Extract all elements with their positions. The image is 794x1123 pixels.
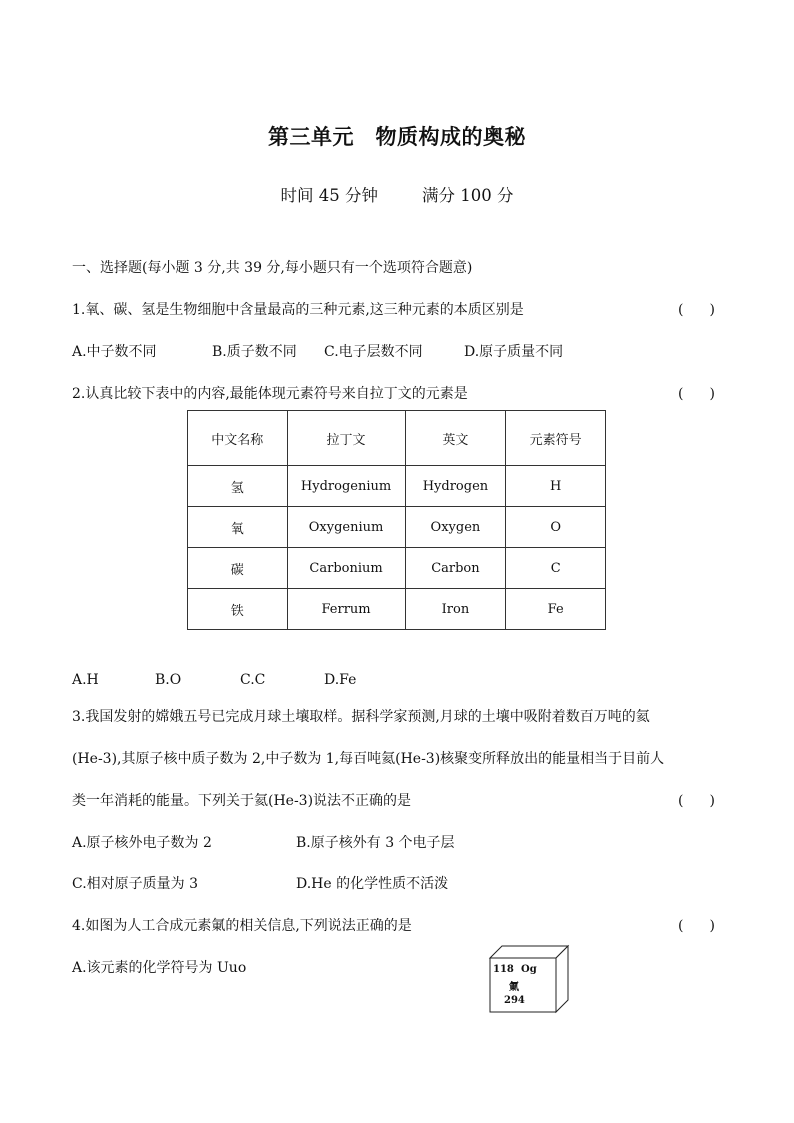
table-header-row: [188, 411, 606, 466]
table-row: [188, 466, 606, 507]
table-cell: Hydrogenium: [287, 466, 405, 507]
element-table: [187, 410, 606, 630]
question-4-stem: 4.如图为人工合成元素氭的相关信息,下列说法正确的是: [72, 918, 412, 934]
q3-option-b[interactable]: B.原子核外有 3 个电子层: [296, 835, 455, 851]
q2-option-d[interactable]: D.Fe: [324, 672, 357, 688]
table-cell: Carbonium: [287, 548, 405, 589]
element-name: 氭: [509, 982, 519, 993]
table-cell: Fe: [506, 589, 606, 630]
table-cell: Hydrogen: [405, 466, 506, 507]
q3-option-a[interactable]: A.原子核外电子数为 2: [72, 835, 212, 851]
table-cell: 碳: [188, 548, 288, 589]
q1-option-d[interactable]: D.原子质量不同: [464, 344, 564, 360]
question-3-line-2: (He-3),其原子核中质子数为 2,中子数为 1,每百吨氦(He-3)核聚变所释放出的能量相当于目前人: [72, 751, 665, 767]
page-title: 第三单元 物质构成的奥秘: [268, 125, 526, 149]
question-3-line-3: 类一年消耗的能量。下列关于氦(He-3)说法不正确的是: [72, 793, 412, 809]
q2-option-a[interactable]: A.H: [72, 672, 99, 688]
q1-option-b[interactable]: B.质子数不同: [212, 344, 297, 360]
table-header-cell: 中文名称: [188, 411, 288, 466]
table-cell: 铁: [188, 589, 288, 630]
answer-blank-4[interactable]: ( ): [678, 918, 715, 934]
cube-outline-icon: [488, 942, 570, 1014]
section-heading: 一、选择题(每小题 3 分,共 39 分,每小题只有一个选项符合题意): [72, 260, 473, 276]
q4-option-a[interactable]: A.该元素的化学符号为 Uuo: [72, 960, 247, 976]
table-cell: 氢: [188, 466, 288, 507]
question-2-stem: 2.认真比较下表中的内容,最能体现元素符号来自拉丁文的元素是: [72, 386, 468, 402]
table-row: [188, 507, 606, 548]
time-limit: 时间 45 分钟: [280, 186, 378, 205]
question-1-stem: 1.氧、碳、氢是生物细胞中含量最高的三种元素,这三种元素的本质区别是: [72, 302, 524, 318]
q3-option-c[interactable]: C.相对原子质量为 3: [72, 876, 199, 892]
q1-option-c[interactable]: C.电子层数不同: [324, 344, 423, 360]
table-cell: Oxygen: [405, 507, 506, 548]
element-symbol: Og: [521, 964, 537, 975]
answer-blank-1[interactable]: ( ): [678, 302, 715, 318]
element-cube-figure: [488, 942, 570, 1014]
q3-option-d[interactable]: D.He 的化学性质不活泼: [296, 876, 449, 892]
table-cell: Iron: [405, 589, 506, 630]
q1-option-a[interactable]: A.中子数不同: [72, 344, 157, 360]
full-score: 满分 100 分: [422, 186, 514, 205]
answer-blank-3[interactable]: ( ): [678, 793, 715, 809]
q2-option-b[interactable]: B.O: [155, 672, 182, 688]
atomic-number: 118: [493, 964, 514, 975]
table-header-cell: 英文: [405, 411, 506, 466]
table-cell: Ferrum: [287, 589, 405, 630]
table-cell: 氧: [188, 507, 288, 548]
exam-info: [0, 182, 794, 206]
table-cell: C: [506, 548, 606, 589]
q2-option-c[interactable]: C.C: [240, 672, 266, 688]
table-cell: Carbon: [405, 548, 506, 589]
table-cell: Oxygenium: [287, 507, 405, 548]
table-cell: O: [506, 507, 606, 548]
table-cell: H: [506, 466, 606, 507]
answer-blank-2[interactable]: ( ): [678, 386, 715, 402]
table-header-cell: 元素符号: [506, 411, 606, 466]
table-row: [188, 548, 606, 589]
table-row: [188, 589, 606, 630]
atomic-mass: 294: [504, 995, 525, 1006]
question-3-line-1: 3.我国发射的嫦娥五号已完成月球土壤取样。据科学家预测,月球的土壤中吸附着数百万吨的氦: [72, 709, 650, 725]
table-header-cell: 拉丁文: [287, 411, 405, 466]
